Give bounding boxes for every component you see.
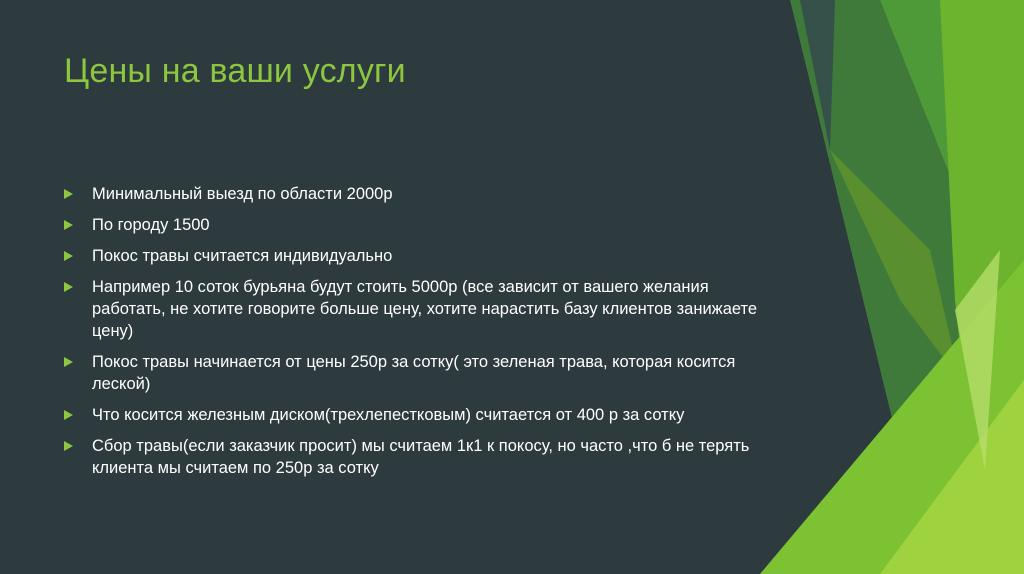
- list-item-text: Например 10 соток бурьяна будут стоить 5000р (все зависит от вашего желания работать, не хотите говорите больше цену, хотите нарастить базу клиентов занижаете цену): [92, 278, 758, 340]
- list-item: [64, 435, 784, 479]
- list-item: [64, 245, 784, 267]
- bullet-list: [64, 183, 784, 488]
- triangle-bullet-icon: [64, 282, 73, 292]
- facet-shadow: [800, 0, 835, 150]
- list-item-text: Минимальный выезд по области 2000р: [92, 185, 393, 203]
- triangle-bullet-icon: [64, 220, 73, 230]
- slide-title: Цены на ваши услуги: [64, 52, 406, 90]
- list-item-text: Что косится железным диском(трехлепестковым) считается от 400 р за сотку: [92, 406, 685, 424]
- list-item-text: Покос травы начинается от цены 250р за сотку( это зеленая трава, которая косится леской): [92, 353, 736, 393]
- list-item-text: По городу 1500: [92, 216, 210, 234]
- list-item: [64, 214, 784, 236]
- triangle-bullet-icon: [64, 441, 73, 451]
- list-item: [64, 351, 784, 395]
- list-item: [64, 276, 784, 342]
- list-item-text: Покос травы считается индивидуально: [92, 247, 393, 265]
- list-item: [64, 404, 784, 426]
- list-item-text: Сбор травы(если заказчик просит) мы считаем 1к1 к покосу, но часто ,что б не терять клиента мы считаем по 250р за сотку: [92, 437, 750, 477]
- triangle-bullet-icon: [64, 410, 73, 420]
- triangle-bullet-icon: [64, 251, 73, 261]
- list-item: [64, 183, 784, 205]
- triangle-bullet-icon: [64, 189, 73, 199]
- triangle-bullet-icon: [64, 357, 73, 367]
